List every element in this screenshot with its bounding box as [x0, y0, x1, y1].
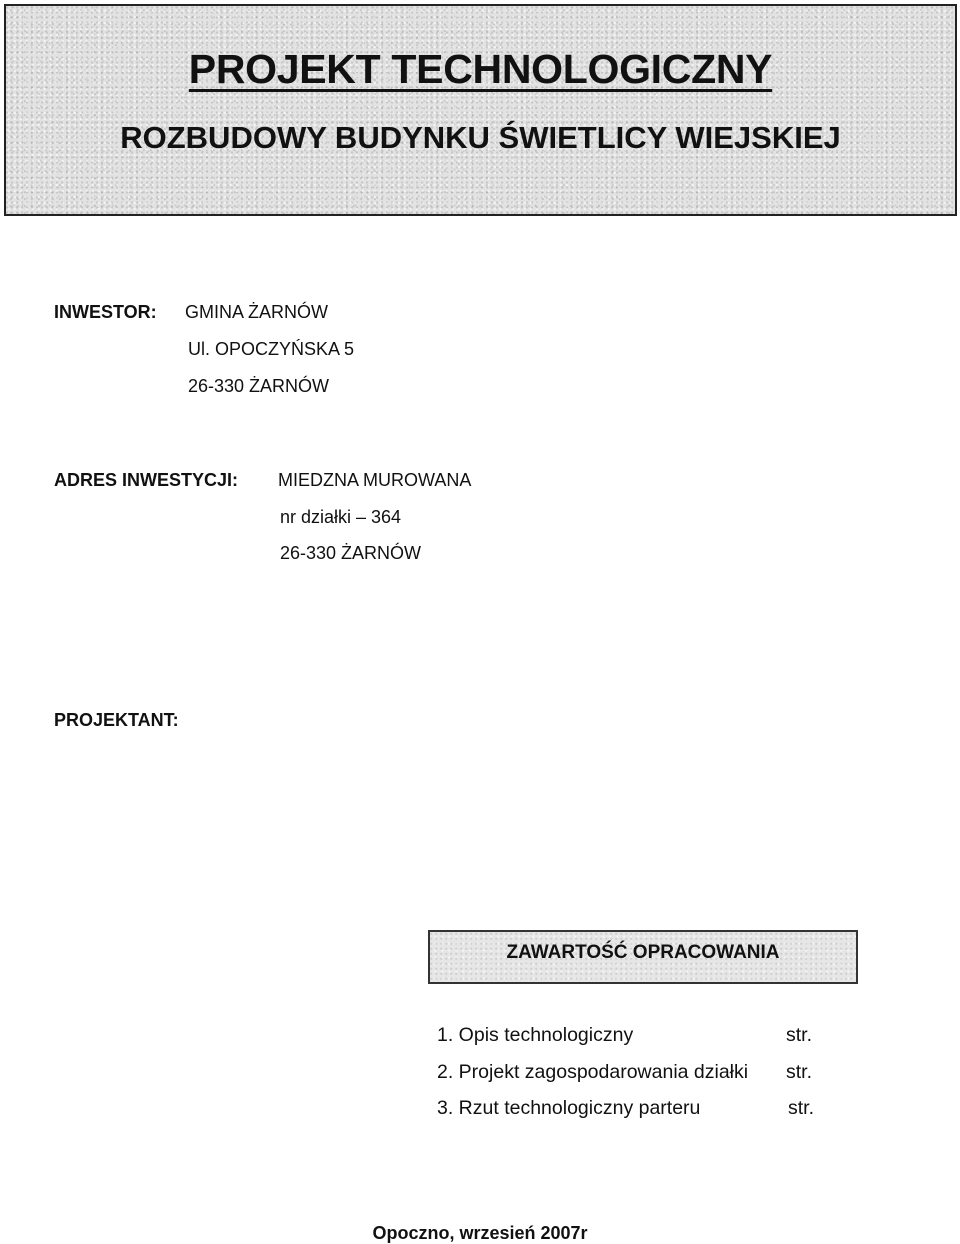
investor-city: 26-330 ŻARNÓW	[188, 376, 330, 396]
document-title: PROJEKT TECHNOLOGICZNY	[188, 46, 773, 92]
toc-item-2: 2. Projekt zagospodarowania działki	[437, 1061, 749, 1083]
investor-street: Ul. OPOCZYŃSKA 5	[188, 339, 355, 359]
investment-address-label: ADRES INWESTYCJI:	[54, 470, 239, 490]
contents-box	[428, 930, 858, 984]
investment-plot: nr działki – 364	[280, 507, 402, 527]
toc-page-3: str.	[788, 1097, 815, 1119]
investment-city: 26-330 ŻARNÓW	[280, 543, 422, 563]
title-box	[4, 4, 957, 216]
contents-title: ZAWARTOŚĆ OPRACOWANIA	[506, 942, 780, 963]
footer-place-date: Opoczno, wrzesień 2007r	[372, 1223, 588, 1243]
designer-label: PROJEKTANT:	[54, 710, 179, 730]
document-subtitle: ROZBUDOWY BUDYNKU ŚWIETLICY WIEJSKIEJ	[120, 120, 841, 155]
investment-place: MIEDZNA MUROWANA	[278, 470, 472, 490]
investor-label: INWESTOR:	[54, 302, 157, 322]
toc-page-2: str.	[786, 1061, 813, 1083]
toc-item-3: 3. Rzut technologiczny parteru	[437, 1097, 701, 1119]
toc-item-1: 1. Opis technologiczny	[437, 1024, 634, 1046]
investor-name: GMINA ŻARNÓW	[185, 302, 328, 322]
toc-page-1: str.	[786, 1024, 813, 1046]
